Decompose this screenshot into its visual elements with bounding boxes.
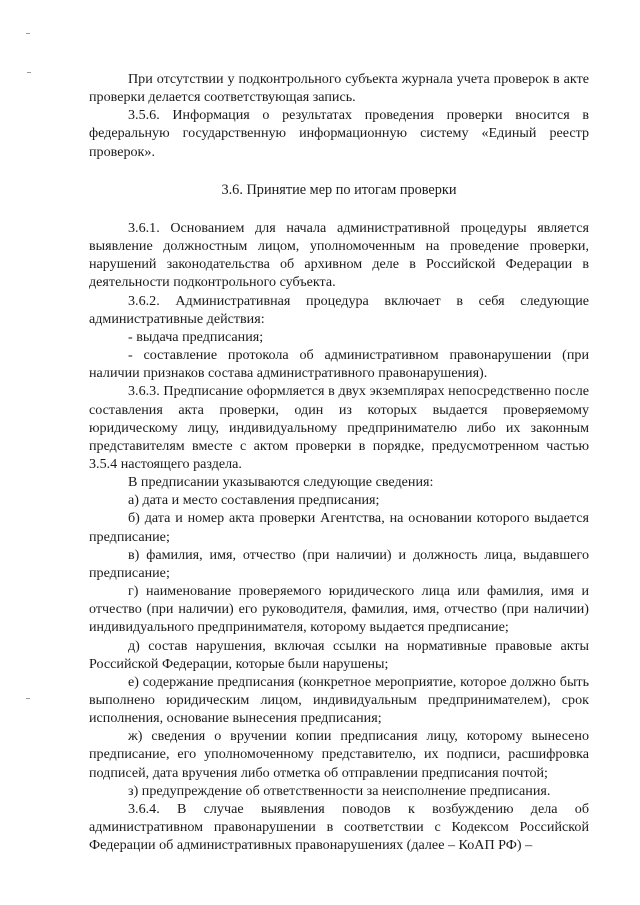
list-item: г) наименование проверяемого юридического лица или фамилия, имя и отчество (при наличии) его руководителя, фамилия, имя, отчество (при наличии) индивидуального предпринимателя, которому выдается предписание; [89, 583, 589, 636]
paragraph: При отсутствии у подконтрольного субъекта журнала учета проверок в акте проверки делается соответствующая запись. [89, 71, 589, 106]
paragraph: 3.5.6. Информация о результатах проведения проверки вносится в федеральную государственную информационную систему «Единый реестр проверок». [89, 107, 589, 160]
list-item: б) дата и номер акта проверки Агентства, на основании которого выдается предписание; [89, 510, 589, 545]
scan-mark [27, 72, 31, 73]
list-item: з) предупреждение об ответственности за неисполнение предписания. [128, 782, 551, 799]
list-item: ж) сведения о вручении копии предписания лицу, которому вынесено предписание, его уполномоченному представителю, их подписи, расшифровка подписей, дата вручения либо отметка об отправлении предписания почтой; [89, 728, 589, 781]
list-item: в) фамилия, имя, отчество (при наличии) и должность лица, выдавшего предписание; [89, 546, 589, 581]
list-item: е) содержание предписания (конкретное мероприятие, которое должно быть выполнено юридическим лицом, индивидуальным предпринимателем), срок исполнения, основание вынесения предписания; [89, 673, 589, 727]
scan-mark [26, 698, 30, 699]
list-item: - выдача предписания; [128, 328, 264, 345]
section-heading: 3.6. Принятие мер по итогам проверки [221, 181, 457, 198]
document-body [89, 70, 589, 854]
paragraph: В предписании указываются следующие сведения: [128, 474, 434, 491]
list-item: - составление протокола об административном правонарушении (при наличии признаков состава административного правонарушения). [89, 347, 589, 382]
list-item: а) дата и место составления предписания; [128, 492, 380, 509]
paragraph: 3.6.2. Административная процедура включает в себя следующие административные действия: [89, 292, 589, 327]
paragraph: 3.6.4. В случае выявления поводов к возбуждению дела об административном правонарушении в соответствии с Кодексом Российской Федерации об административных правонарушениях (далее – КоАП РФ) – [89, 800, 589, 854]
scan-mark [26, 33, 30, 34]
paragraph: 3.6.3. Предписание оформляется в двух экземплярах непосредственно после составления акта проверки, один из которых выдается проверяемому юридическому лицу, индивидуальному предпринимателю либо их законным представителям вместе с актом проверки в порядке, предусмотренном частью 3.5.4 настоящего раздела. [89, 383, 589, 472]
list-item: д) состав нарушения, включая ссылки на нормативные правовые акты Российской Федерации, которые были нарушены; [89, 637, 589, 672]
paragraph: 3.6.1. Основанием для начала административной процедуры является выявление должностным лицом, уполномоченным на проведение проверки, нарушений законодательства об архивном деле в Российской Федерации в деятельности подконтрольного субъекта. [89, 219, 589, 291]
